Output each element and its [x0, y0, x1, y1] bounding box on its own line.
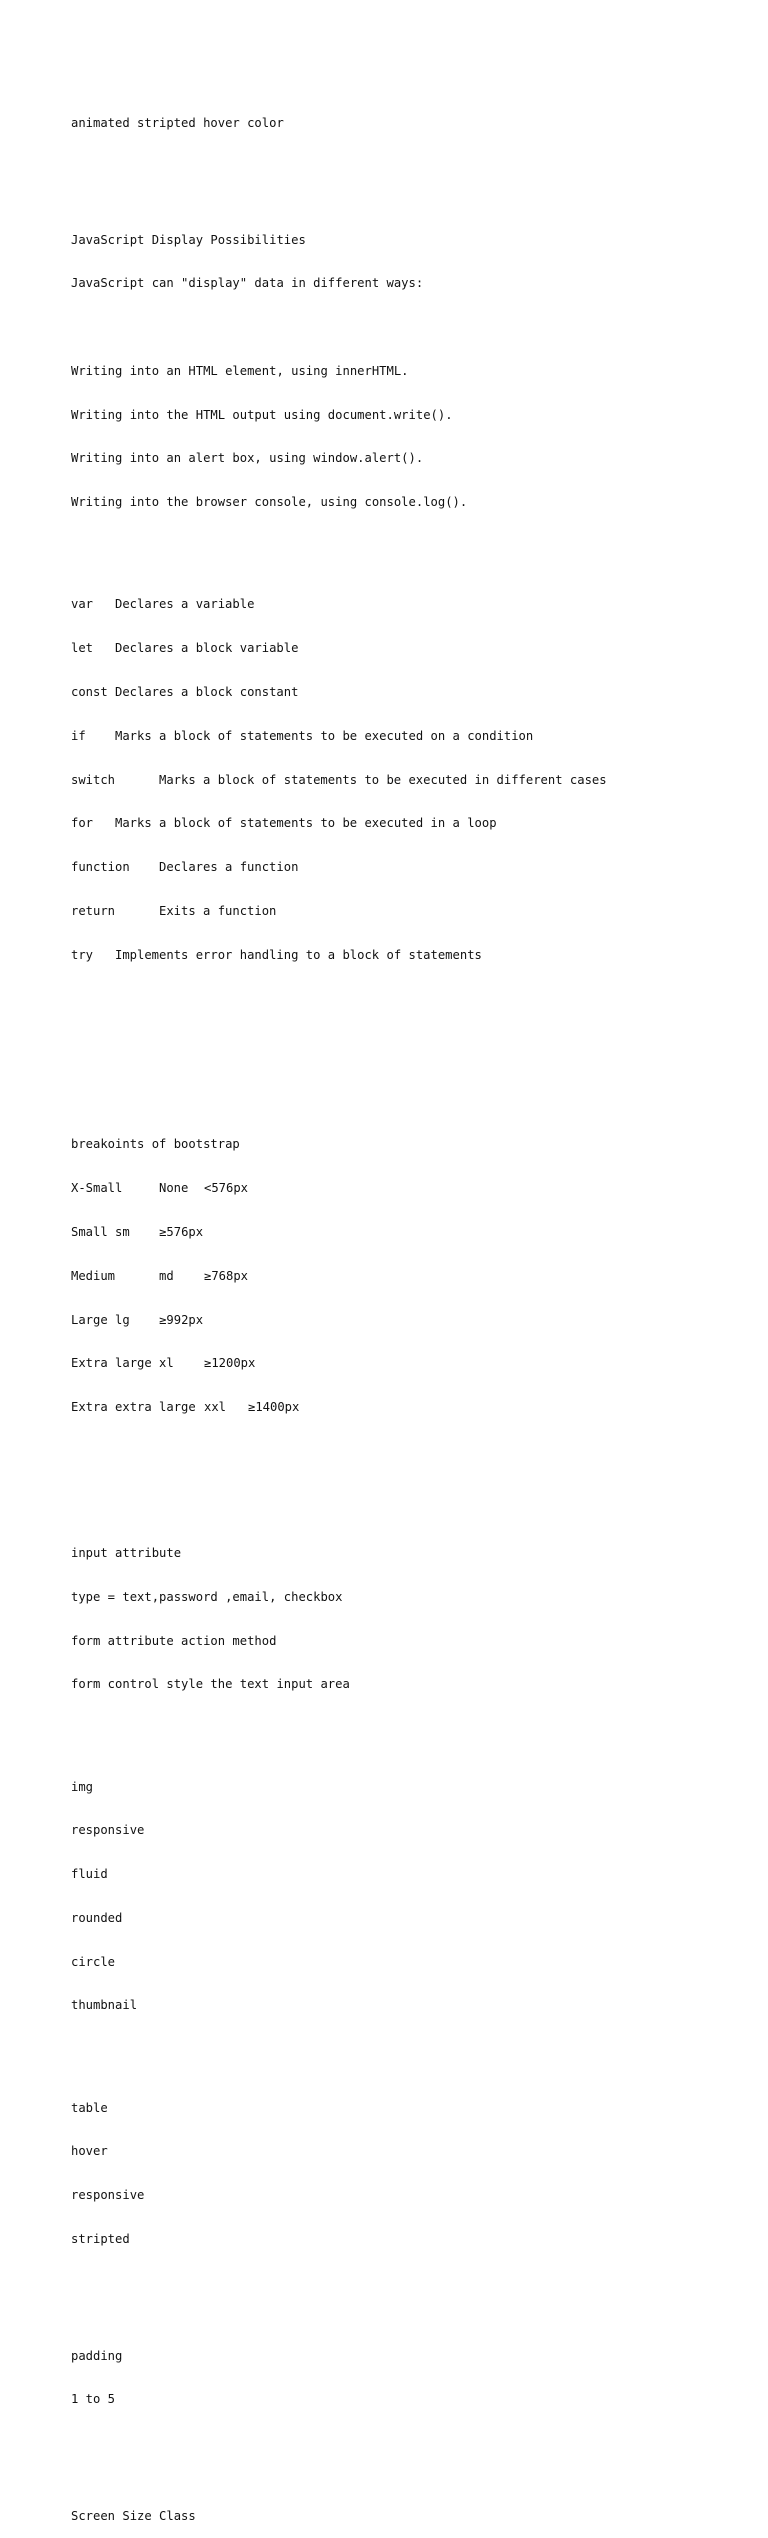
- img-section-line: thumbnail: [71, 1998, 138, 2013]
- keyword-row: [71, 773, 751, 788]
- keyword-name: let: [71, 641, 94, 656]
- keyword-row: [71, 860, 751, 875]
- img-section-line: circle: [71, 1954, 116, 1969]
- keyword-name: return: [71, 903, 116, 918]
- breakpoint-class: lg: [115, 1312, 130, 1327]
- keyword-row: [71, 641, 751, 656]
- keyword-desc: Marks a block of statements to be executed in different cases: [159, 772, 607, 787]
- js-display-title: JavaScript Display Possibilities: [71, 232, 306, 247]
- breakpoint-row: [71, 1269, 751, 1284]
- keyword-desc: Declares a block constant: [115, 684, 299, 699]
- spacer: [71, 1006, 751, 1094]
- js-display-item: Writing into the browser console, using console.log().: [71, 495, 468, 510]
- spacer: [71, 2276, 751, 2305]
- keyword-row: [71, 816, 751, 831]
- keyword-name: try: [71, 947, 94, 962]
- input-section-line: input attribute: [71, 1546, 182, 1561]
- spacer: [71, 160, 751, 189]
- keyword-row: [71, 948, 751, 963]
- breakpoint-row: [71, 1400, 751, 1415]
- document-page: [71, 72, 751, 2538]
- spacer: [71, 2042, 751, 2057]
- breakpoint-size: ≥576px: [159, 1224, 204, 1239]
- keyword-row: [71, 904, 751, 919]
- spacer: [71, 2436, 751, 2465]
- keyword-desc: Implements error handling to a block of statements: [115, 947, 482, 962]
- padding-section-line: padding: [71, 2348, 123, 2363]
- breakpoint-class: sm: [115, 1224, 130, 1239]
- keyword-desc: Marks a block of statements to be executed in a loop: [115, 816, 497, 831]
- input-section-line: type = text,password ,email, checkbox: [71, 1589, 343, 1604]
- keyword-row: [71, 597, 751, 612]
- spacer: [71, 539, 751, 554]
- breakpoint-row: [71, 1313, 751, 1328]
- input-section-line: form attribute action method: [71, 1633, 277, 1648]
- js-display-item: Writing into an alert box, using window.alert().: [71, 451, 424, 466]
- keyword-name: var: [71, 597, 94, 612]
- keyword-name: for: [71, 816, 94, 831]
- img-section-line: rounded: [71, 1910, 123, 1925]
- img-section-line: responsive: [71, 1823, 145, 1838]
- spacer: [71, 1458, 751, 1502]
- keyword-desc: Declares a block variable: [115, 641, 299, 656]
- breakpoint-row: [71, 1225, 751, 1240]
- breakpoint-name: Large: [71, 1312, 108, 1327]
- breakpoints-title: breakoints of bootstrap: [71, 1137, 240, 1152]
- table-section-line: hover: [71, 2144, 108, 2159]
- breakpoint-name: Small: [71, 1224, 108, 1239]
- breakpoint-row: [71, 1181, 751, 1196]
- breakpoint-name: Extra large: [71, 1356, 152, 1371]
- spacer: [71, 1721, 751, 1736]
- breakpoint-size: ≥992px: [159, 1312, 204, 1327]
- keyword-desc: Marks a block of statements to be executed on a condition: [115, 728, 534, 743]
- hover-heading: animated stripted hover color: [71, 115, 284, 130]
- keyword-name: if: [71, 728, 86, 743]
- breakpoint-size: ≥1400px: [248, 1400, 300, 1415]
- table-section-line: stripted: [71, 2231, 130, 2246]
- keyword-name: switch: [71, 772, 116, 787]
- input-section-line: form control style the text input area: [71, 1677, 350, 1692]
- breakpoint-class: xxl: [204, 1400, 227, 1415]
- breakpoint-size: ≥1200px: [204, 1356, 256, 1371]
- img-section-line: fluid: [71, 1867, 108, 1882]
- keyword-desc: Declares a variable: [115, 597, 255, 612]
- keyword-row: [71, 729, 751, 744]
- breakpoint-name: X-Small: [71, 1181, 123, 1196]
- js-display-item: Writing into an HTML element, using innerHTML.: [71, 363, 409, 378]
- breakpoint-name: Extra extra large: [71, 1400, 196, 1415]
- table-section-line: responsive: [71, 2188, 145, 2203]
- breakpoint-class: None: [159, 1181, 189, 1196]
- breakpoint-row: [71, 1356, 751, 1371]
- breakpoint-size: ≥768px: [204, 1268, 249, 1283]
- breakpoint-class: xl: [159, 1356, 174, 1371]
- keyword-desc: Exits a function: [159, 903, 277, 918]
- img-section-line: img: [71, 1779, 94, 1794]
- padding-section-line: 1 to 5: [71, 2392, 116, 2407]
- keyword-desc: Declares a function: [159, 860, 299, 875]
- keyword-row: [71, 685, 751, 700]
- js-display-item: Writing into the HTML output using document.write().: [71, 407, 453, 422]
- keyword-name: function: [71, 860, 130, 875]
- breakpoint-name: Medium: [71, 1268, 116, 1283]
- breakpoint-class: md: [159, 1268, 174, 1283]
- spacer: [71, 320, 751, 335]
- keyword-name: const: [71, 684, 108, 699]
- table-section-line: table: [71, 2100, 108, 2115]
- breakpoint-size: <576px: [204, 1181, 249, 1196]
- screen-size-heading: Screen Size Class: [71, 2509, 196, 2524]
- js-display-subtitle: JavaScript can "display" data in different ways:: [71, 276, 424, 291]
